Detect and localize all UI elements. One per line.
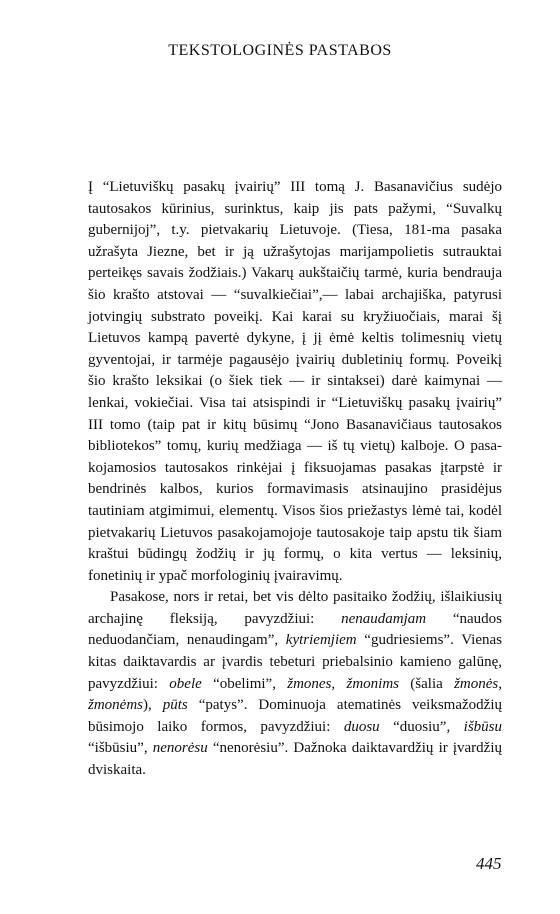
text-run: “gudriesiems”. Vienas kitas daiktavardis ar įvardis tebeturi priebalsinio kamieno galūnę, pavyzdžiui: xyxy=(88,632,502,692)
italic-term: duosu xyxy=(343,718,380,735)
text-run: Į “Lietuviškų pasakų įvairių” III tomą J. Basanavičius sudėjo tautosakos kūrinius, surinktus, kaip jis pats pažymi, “Suvalkų gubernijoj”, t.y. pietvakarių Lietuvoje. (Tiesa, 181-ma pasaka užrašyta Jiezne, bet ir ją užrašytojas marijampolietis sutrauktai perteikęs savais žodžiais.) Vakarų aukštaičių tarmė, kuria bendrauja šio krašto atstovai — “suvalkiečiai”,— labai archajiška, patyrusi jotvingių substrato poveikį. Kai karai su kryžiuočiais, marai šį Lietuvos kampą pavertė dykyne, į jį ėmė keltis tolimesnių vietų gyventojai, ir tarmėje pagausėjo įvairių dubletinių formų. Poveikį šio krašto leksikai (o šiek tiek — ir sintaksei) darė kaimynai — lenkai, vokiečiai. Visa tai atsispindi ir “Lietuviškų pasakų įvairių” III tomo (taip pat ir kitų būsimų “Jono Basanavičiaus tautosakos bibliotekos” tomų, kurių medžiaga — iš tų vietų) kalboje. O pasakojamosios tautosakos rinkėjai į fiksuojamas pasakas įtarpstė ir bendrinės kalbos, kurios formavimasis atsinaujino prasidėjus tautiniam atgimimui, elementų. Visos šios priežastys lėmė tai, kodėl pietvakarių Lietuvos pasakojamojoje tautosakoje taip apstu tik šiam kraštui būdingų žodžių ir jų formų, o kita vertus — leksinių, fonetinių ir ypač morfologinių įvairavimų. xyxy=(88,179,502,584)
text-run: Pasakose, nors ir retai, bet vis dėlto pasitaiko žodžių, išlaikiusių archajinę fleksiją, pavyzdžiui: xyxy=(88,589,502,627)
text-run: ), xyxy=(143,697,163,714)
text-run: “obelimi”, xyxy=(201,675,288,692)
running-header: TEKSTOLOGINĖS PASTABOS xyxy=(168,42,392,59)
italic-term: išbūsu xyxy=(463,718,502,735)
body-text xyxy=(88,177,502,782)
italic-term: kytriemjiem xyxy=(285,632,357,649)
italic-term: žmonės, žmonėms xyxy=(88,675,502,714)
italic-term: žmones, žmonims xyxy=(287,675,399,692)
italic-term: nenaudamjam xyxy=(341,610,427,627)
text-run: (šalia xyxy=(399,675,455,692)
page-number: 445 xyxy=(476,854,502,873)
text-run: “duosiu”, xyxy=(379,718,464,735)
text-run: “naudos neduodančiam, nenaudingam”, xyxy=(88,610,502,649)
text-run: “nenorėsiu”. Dažnoka daiktavardžių ir įvardžių dviskaita. xyxy=(88,740,503,779)
paragraph-2 xyxy=(88,587,502,781)
italic-term: pūts xyxy=(162,697,188,714)
text-run: “išbūsiu”, xyxy=(88,740,153,757)
italic-term: obele xyxy=(169,675,202,692)
paragraph-1 xyxy=(88,177,502,587)
text-run: “patys”. Dominuoja atematinės veiksmažodžių būsimojo laiko formos, pavyzdžiui: xyxy=(88,697,502,735)
italic-term: nenorėsu xyxy=(152,740,208,757)
